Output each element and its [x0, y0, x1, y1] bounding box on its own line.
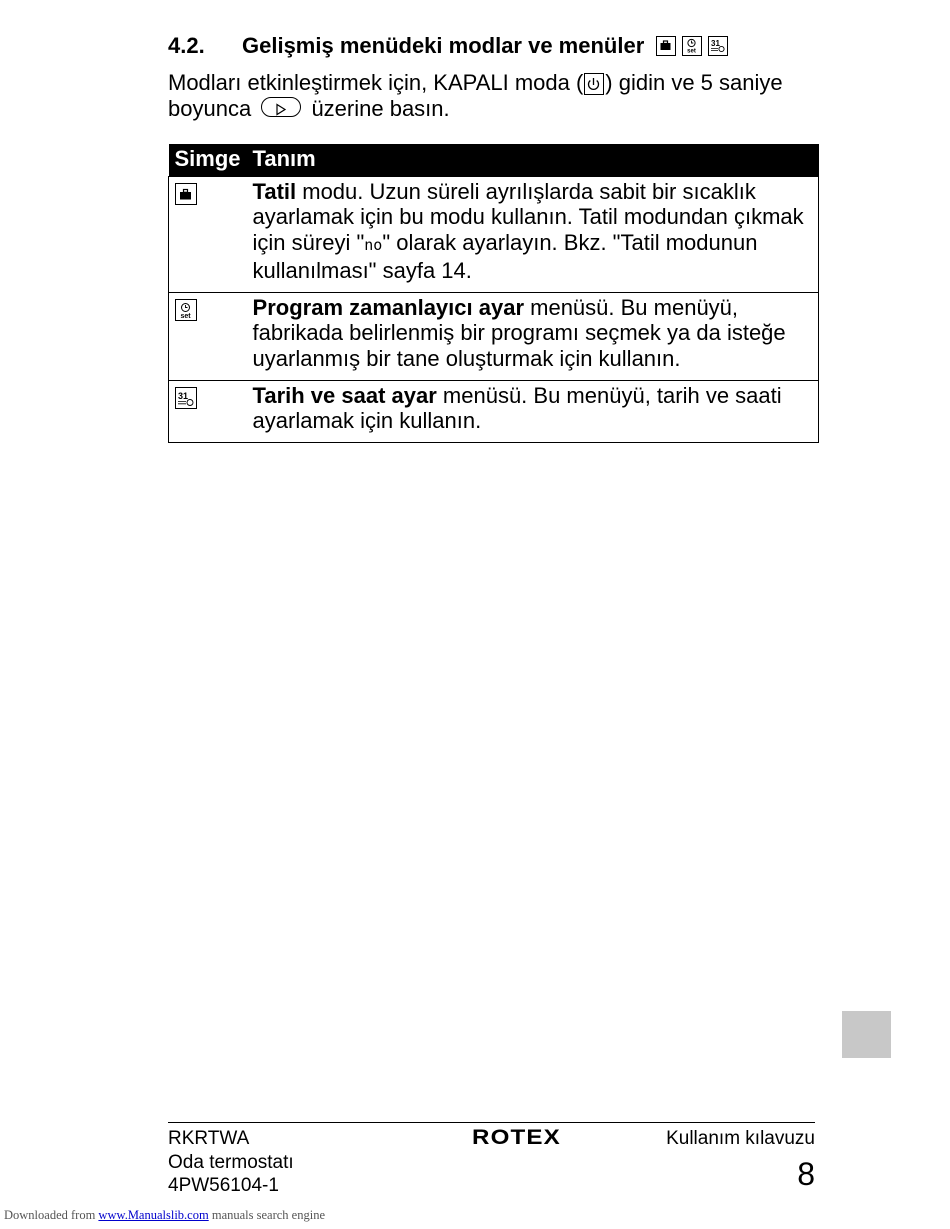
table-row	[169, 176, 819, 292]
lcd-code: no	[364, 235, 383, 254]
section-heading	[168, 32, 728, 60]
footer-divider	[168, 1122, 815, 1123]
manualslib-link[interactable]: www.Manualslib.com	[98, 1208, 209, 1222]
svg-text:set: set	[687, 48, 697, 54]
svg-text:31: 31	[178, 390, 189, 401]
footer-model: RKRTWA	[168, 1128, 250, 1149]
brand-logo: ROTEX	[472, 1126, 561, 1149]
calendar-clock-icon	[708, 36, 728, 56]
row-title: Tarih ve saat ayar	[252, 382, 437, 408]
description-holiday: Tatil modu. Uzun süreli ayrılışlarda sabit bir sıcaklık ayarlamak için bu modu kullanın. Tatil modundan çıkmak için süreyi "no" olarak ayarlayın. Bkz. "Tatil modunun kullanılması" sayfa 14.	[247, 176, 819, 292]
calendar-clock-icon	[175, 387, 197, 409]
power-button-icon	[584, 73, 604, 95]
description-date-time: Tarih ve saat ayar menüsü. Bu menüyü, tarih ve saati ayarlamak için kullanın.	[247, 380, 819, 442]
page-number: 8	[797, 1156, 815, 1192]
header-description: Tanım	[247, 144, 819, 176]
symbol-table	[168, 144, 819, 443]
section-title: Gelişmiş menüdeki modlar ve menüler	[242, 33, 645, 58]
footer-code: 4PW56104-1	[168, 1175, 279, 1196]
row-title: Tatil	[252, 178, 297, 204]
play-button-icon	[261, 97, 301, 117]
suitcase-icon	[656, 36, 676, 56]
intro-text-2: ) gidin ve 5 saniye boyunca	[168, 70, 783, 121]
download-note: Downloaded from www.Manualslib.com manuals search engine	[4, 1208, 325, 1222]
footer-left	[168, 1127, 294, 1198]
intro-text-3: üzerine basın.	[311, 96, 450, 121]
table-header-row	[169, 144, 819, 176]
intro-paragraph	[168, 70, 828, 122]
header-symbol: Simge	[169, 144, 247, 176]
suitcase-icon	[175, 183, 197, 205]
row-title: Program zamanlayıcı ayar	[252, 294, 525, 320]
table-row	[169, 292, 819, 380]
svg-text:31: 31	[711, 39, 721, 48]
intro-text-1: Modları etkinleştirmek için, KAPALI moda (	[168, 70, 584, 95]
footer-product: Oda termostatı	[168, 1151, 294, 1173]
section-number: 4.2.	[168, 33, 205, 58]
svg-text:set: set	[180, 312, 191, 320]
table-row	[169, 380, 819, 442]
footer-doc-type: Kullanım kılavuzu	[666, 1128, 815, 1149]
clock-set-icon	[175, 299, 197, 321]
clock-set-icon	[682, 36, 702, 56]
description-program-timer: Program zamanlayıcı ayar menüsü. Bu menüyü, fabrikada belirlenmiş bir programı seçmek ya da isteğe uyarlanmış bir tane oluşturmak için kullanın.	[247, 292, 819, 380]
chapter-tab-marker	[842, 1011, 891, 1058]
